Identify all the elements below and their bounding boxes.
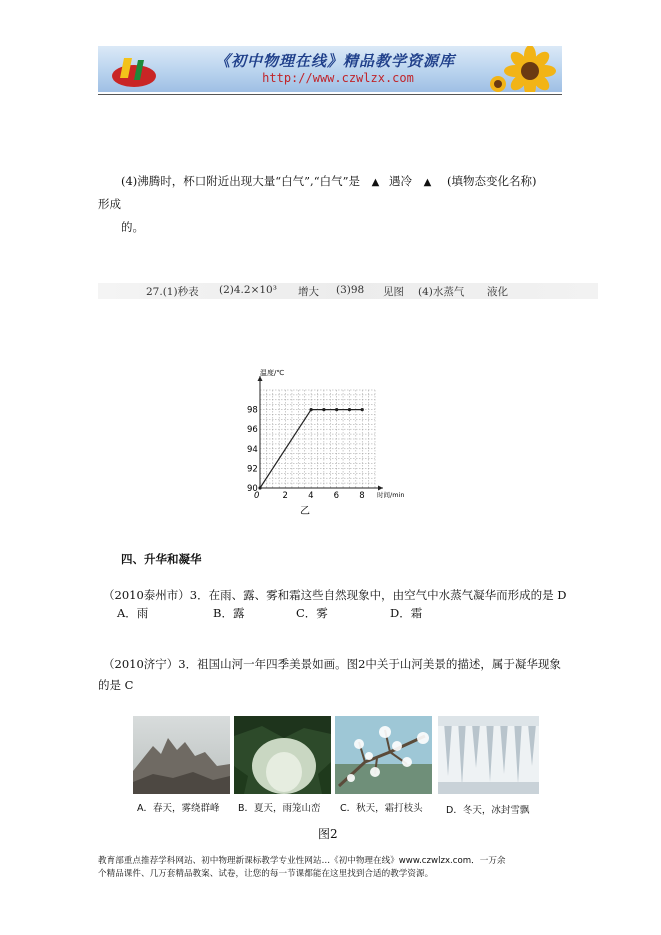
winter-ice-photo — [438, 716, 539, 794]
autumn-frost-photo — [335, 716, 432, 794]
header-banner — [98, 46, 562, 92]
x-tick-label: 2 — [282, 491, 288, 501]
y-tick-label: 94 — [247, 444, 258, 455]
answer-2b: 增大 — [298, 286, 319, 298]
question-4-line3: 的。 — [121, 220, 144, 234]
photo-caption-c: C．秋天，霜打枝头 — [340, 803, 423, 814]
answer-4: (4)水蒸气 — [418, 286, 465, 298]
y-tick-label: 96 — [247, 425, 258, 436]
option-a: A．雨 — [117, 606, 149, 620]
answer-1: 27.(1)秒表 — [146, 286, 199, 298]
question-4-text-b: 遇冷 — [388, 174, 412, 188]
figure-label: 图2 — [318, 827, 338, 841]
data-point — [348, 408, 351, 411]
spring-mountain-photo — [133, 716, 230, 794]
blank-marker: ▲ — [423, 177, 432, 188]
footer-line-2: 个精品课件、几万套精品教案、试卷，让您的每一节课都能在这里找到合适的教学资源。 — [98, 869, 434, 879]
blank-marker: ▲ — [371, 177, 380, 188]
x-tick-label: 0 — [254, 491, 260, 501]
answer-3: (3)98 — [336, 284, 365, 296]
summer-rain-photo — [234, 716, 331, 794]
question-4-line1 — [121, 173, 536, 191]
x-axis-label: 时间/min — [377, 491, 405, 499]
site-logo-icon — [108, 50, 160, 90]
section-heading: 四、升华和凝华 — [121, 552, 202, 566]
x-tick-label: 4 — [308, 491, 314, 501]
banner-title: 《初中物理在线》精品教学资源库 — [214, 52, 455, 70]
sunflower-icon — [486, 46, 562, 92]
y-tick-label: 98 — [247, 405, 258, 416]
banner-divider — [98, 94, 562, 95]
data-point — [258, 486, 261, 489]
footer-line-1: 教育部重点推荐学科网站、初中物理新课标教学专业性网站…《初中物理在线》www.czwlzx.com．一万余 — [98, 856, 506, 866]
question-jining-stem: （2010济宁）3．祖国山河一年四季美景如画。图2中关于山河美景的描述，属于凝华现象 — [103, 657, 561, 671]
y-tick-label: 92 — [247, 464, 258, 475]
photo-caption-a: A．春天，雾绕群峰 — [137, 803, 220, 814]
question-4-text-a: (4)沸腾时，杯口附近出现大量“白气”,“白气”是 — [121, 174, 360, 188]
answer-3b: 见图 — [383, 286, 404, 298]
x-tick-label: 6 — [333, 491, 340, 501]
answer-2: (2)4.2×10³ — [219, 284, 277, 296]
option-b: B．露 — [213, 606, 245, 620]
question-4-line2: 形成 — [98, 197, 121, 211]
data-point — [310, 408, 313, 411]
answer-4b: 液化 — [487, 286, 508, 298]
banner-url[interactable]: http://www.czwlzx.com — [262, 71, 414, 85]
data-point — [361, 408, 364, 411]
y-axis-label: 温度/℃ — [260, 369, 285, 377]
question-jining-stem-2: 的是 C — [98, 678, 134, 692]
data-point — [335, 408, 338, 411]
y-tick-label: 90 — [247, 484, 258, 494]
x-tick-label: 8 — [359, 491, 365, 501]
photo-caption-b: B．夏天，雨笼山峦 — [238, 803, 321, 814]
temperature-time-chart — [240, 362, 420, 522]
question-4-text-c: (填物态变化名称) — [447, 174, 537, 188]
option-c: C．雾 — [296, 606, 328, 620]
data-point — [322, 408, 325, 411]
option-d: D．霜 — [390, 606, 423, 620]
x-axis-arrow — [378, 486, 383, 491]
page-footer — [98, 855, 568, 881]
chart-caption: 乙 — [300, 506, 310, 517]
question-taizhou-stem: （2010泰州市）3．在雨、露、雾和霜这些自然现象中，由空气中水蒸气凝华而形成的是 D — [103, 588, 567, 602]
photo-caption-d: D．冬天，冰封雪飘 — [446, 805, 530, 816]
answer-strip — [98, 283, 598, 299]
